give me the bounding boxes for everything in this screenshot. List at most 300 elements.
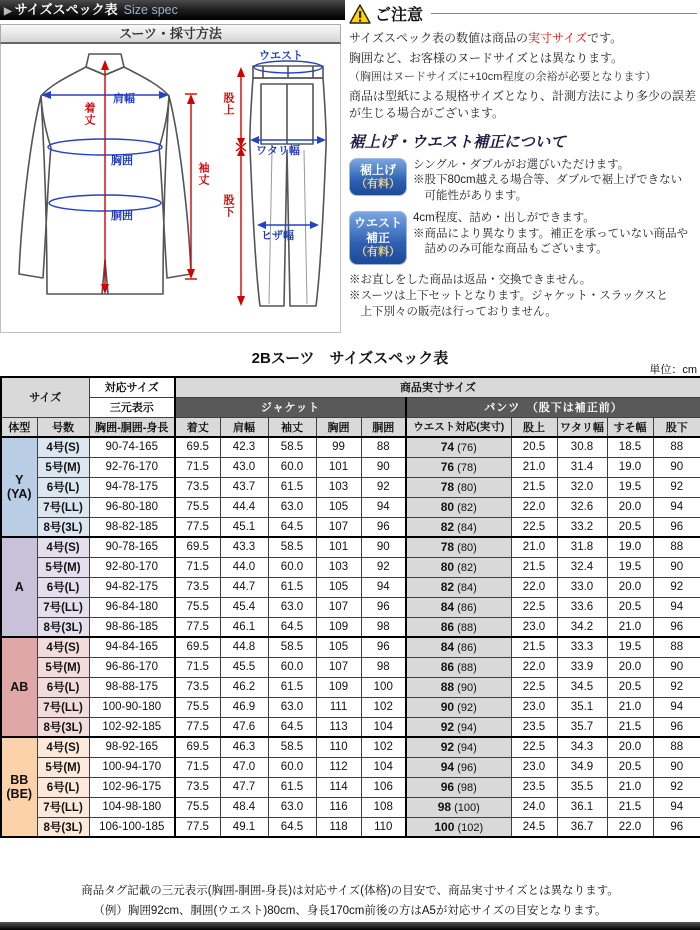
size-number-cell: 8号(3L): [37, 717, 89, 737]
jacket-value-cell: 46.9: [220, 697, 268, 717]
jacket-value-cell: 77.5: [175, 517, 220, 537]
notice-line1: [349, 30, 697, 47]
header-row-3: [1, 417, 700, 437]
jacket-value-cell: 105: [316, 577, 361, 597]
jacket-value-cell: 99: [316, 437, 361, 457]
waist-actual-cell: 92 (94): [406, 737, 511, 757]
header-taiou-size: 対応サイズ: [89, 377, 175, 397]
col-shoulder: 肩幅: [220, 417, 268, 437]
jacket-value-cell: 61.5: [268, 477, 316, 497]
jacket-value-cell: 61.5: [268, 677, 316, 697]
jacket-value-cell: 92: [361, 477, 406, 497]
body-type-cell: AB: [1, 637, 37, 737]
alteration-note-2: ※スーツは上下セットとなります。ジャケット・スラックスと: [349, 289, 668, 302]
notice-line1-pre: サイズスペック表の数値は商品の: [349, 31, 529, 45]
jacket-value-cell: 73.5: [175, 477, 220, 497]
sangen-cell: 92-80-170: [89, 557, 175, 577]
pants-value-cell: 34.2: [557, 617, 607, 637]
pants-value-cell: 35.5: [557, 777, 607, 797]
jacket-value-cell: 69.5: [175, 537, 220, 557]
jacket-value-cell: 47.6: [220, 717, 268, 737]
size-number-cell: 4号(S): [37, 537, 89, 557]
jacket-value-cell: 98: [361, 617, 406, 637]
col-thigh: ワタリ幅: [557, 417, 607, 437]
jacket-value-cell: 44.4: [220, 497, 268, 517]
waist-actual-cell: 94 (96): [406, 757, 511, 777]
sangen-cell: 102-92-185: [89, 717, 175, 737]
jacket-value-cell: 69.5: [175, 437, 220, 457]
hem-text-2: ※股下80cm越える場合等、ダブルで裾上げできない: [413, 174, 683, 187]
page-title: サイズスペック表: [14, 2, 118, 17]
table-row: [1, 557, 700, 577]
pants-value-cell: 33.6: [557, 597, 607, 617]
waist-badge: [349, 211, 407, 265]
jacket-value-cell: 113: [316, 717, 361, 737]
waist-actual-cell: 80 (82): [406, 497, 511, 517]
jacket-value-cell: 116: [316, 797, 361, 817]
jacket-value-cell: 43.7: [220, 477, 268, 497]
pants-value-cell: 34.3: [557, 737, 607, 757]
pants-value-cell: 21.0: [607, 697, 653, 717]
warning-icon: [349, 4, 371, 24]
jacket-value-cell: 63.0: [268, 497, 316, 517]
size-number-cell: 5号(M): [37, 457, 89, 477]
jacket-value-cell: 46.3: [220, 737, 268, 757]
table-row: [1, 657, 700, 677]
pants-value-cell: 90: [653, 557, 700, 577]
pants-value-cell: 88: [653, 537, 700, 557]
thigh-width-label: ワタリ幅: [256, 145, 300, 157]
body-type-cell: A: [1, 537, 37, 637]
pants-value-cell: 22.5: [511, 597, 557, 617]
jacket-value-cell: 77.5: [175, 817, 220, 837]
notice-title: ご注意: [375, 7, 424, 24]
pants-value-cell: 90: [653, 757, 700, 777]
pants-value-cell: 22.5: [511, 737, 557, 757]
size-number-cell: 8号(3L): [37, 817, 89, 837]
size-number-cell: 6号(L): [37, 577, 89, 597]
size-number-cell: 4号(S): [37, 437, 89, 457]
table-row: [1, 717, 700, 737]
pants-value-cell: 21.0: [511, 457, 557, 477]
waist-actual-cell: 98 (100): [406, 797, 511, 817]
pants-value-cell: 24.0: [511, 797, 557, 817]
pants-value-cell: 96: [653, 517, 700, 537]
table-row: [1, 637, 700, 657]
pants-value-cell: 96: [653, 717, 700, 737]
waist-badge-fee: （有料）: [356, 246, 400, 259]
sangen-cell: 102-96-175: [89, 777, 175, 797]
pants-value-cell: 21.5: [511, 557, 557, 577]
col-sleeve: 袖丈: [268, 417, 316, 437]
pants-value-cell: 21.5: [511, 477, 557, 497]
waist-actual-cell: 86 (88): [406, 617, 511, 637]
jacket-value-cell: 114: [316, 777, 361, 797]
table-row: [1, 757, 700, 777]
waist-text-2: ※商品により異なります。補正を承っていない商品や: [413, 227, 689, 240]
pants-value-cell: 20.0: [607, 737, 653, 757]
jacket-value-cell: 58.5: [268, 737, 316, 757]
jacket-value-cell: 63.0: [268, 597, 316, 617]
jacket-value-cell: 64.5: [268, 817, 316, 837]
triangle-bullet-icon: ▶: [4, 6, 12, 17]
waist-actual-cell: 88 (90): [406, 677, 511, 697]
size-number-cell: 7号(LL): [37, 697, 89, 717]
jacket-value-cell: 64.5: [268, 717, 316, 737]
waist-actual-cell: 78 (80): [406, 477, 511, 497]
pants-value-cell: 88: [653, 437, 700, 457]
pants-value-cell: 22.5: [511, 677, 557, 697]
waist-alteration-text: [413, 211, 688, 265]
jacket-value-cell: 49.1: [220, 817, 268, 837]
pants-value-cell: 22.0: [607, 817, 653, 837]
sangen-cell: 96-86-170: [89, 657, 175, 677]
jacket-value-cell: 96: [361, 517, 406, 537]
jacket-value-cell: 60.0: [268, 657, 316, 677]
jacket-value-cell: 75.5: [175, 697, 220, 717]
col-waist-pants: ウエスト対応(実寸): [406, 417, 511, 437]
waist-actual-cell: 82 (84): [406, 577, 511, 597]
pants-value-cell: 33.0: [557, 577, 607, 597]
pants-value-cell: 34.9: [557, 757, 607, 777]
hem-alteration-item: [349, 158, 697, 205]
pants-value-cell: 20.0: [607, 497, 653, 517]
sangen-cell: 94-82-175: [89, 577, 175, 597]
body-type-cell: Y (YA): [1, 437, 37, 537]
jacket-value-cell: 96: [361, 637, 406, 657]
size-number-cell: 7号(LL): [37, 797, 89, 817]
jacket-value-cell: 111: [316, 697, 361, 717]
jacket-value-cell: 58.5: [268, 537, 316, 557]
pants-value-cell: 30.8: [557, 437, 607, 457]
pants-value-cell: 92: [653, 477, 700, 497]
jacket-value-cell: 102: [361, 737, 406, 757]
waist-actual-cell: 100 (102): [406, 817, 511, 837]
jacket-value-cell: 90: [361, 537, 406, 557]
waist-badge-label-2: 補正: [365, 231, 390, 246]
col-inseam: 股下: [653, 417, 700, 437]
footer-note-1: 商品タグ記載の三元表示(胸囲-胴囲-身長)は対応サイズ(体格)の目安で、商品実寸サイズとは異なります。: [81, 885, 619, 897]
header-size: サイズ: [1, 377, 89, 417]
pants-value-cell: 94: [653, 497, 700, 517]
jacket-value-cell: 64.5: [268, 517, 316, 537]
pants-value-cell: 94: [653, 597, 700, 617]
notice-line1-red: 実寸サイズ: [528, 31, 588, 45]
jacket-value-cell: 45.1: [220, 517, 268, 537]
size-number-cell: 4号(S): [37, 737, 89, 757]
pants-value-cell: 23.0: [511, 697, 557, 717]
jacket-value-cell: 104: [361, 757, 406, 777]
alteration-note-3: 上下別々の販売は行っておりません。: [349, 306, 557, 319]
jacket-value-cell: 43.0: [220, 457, 268, 477]
jacket-value-cell: 118: [316, 817, 361, 837]
table-row: [1, 437, 700, 457]
pants-value-cell: 33.9: [557, 657, 607, 677]
notice-header: [349, 2, 697, 25]
size-spec-table: [0, 376, 700, 838]
waist-actual-cell: 80 (82): [406, 557, 511, 577]
size-number-cell: 5号(M): [37, 757, 89, 777]
table-row: [1, 777, 700, 797]
pants-value-cell: 23.0: [511, 757, 557, 777]
hem-badge-fee: （有料）: [356, 177, 400, 190]
pants-value-cell: 94: [653, 797, 700, 817]
jacket-value-cell: 60.0: [268, 757, 316, 777]
jacket-value-cell: 101: [316, 537, 361, 557]
pants-outline: [250, 66, 326, 306]
jacket-waist-label: 胴囲: [111, 210, 133, 222]
col-jacket-length: 着丈: [175, 417, 220, 437]
pants-value-cell: 18.5: [607, 437, 653, 457]
pants-value-cell: 22.0: [511, 577, 557, 597]
inseam-arrow: [237, 147, 245, 306]
table-row: [1, 817, 700, 837]
pants-value-cell: 33.3: [557, 637, 607, 657]
jacket-value-cell: 103: [316, 557, 361, 577]
waist-actual-cell: 78 (80): [406, 537, 511, 557]
waist-actual-cell: 86 (88): [406, 657, 511, 677]
pants-value-cell: 21.5: [511, 637, 557, 657]
pants-value-cell: 19.0: [607, 537, 653, 557]
pants-value-cell: 19.0: [607, 457, 653, 477]
jacket-value-cell: 75.5: [175, 597, 220, 617]
header-jacket: ジャケット: [175, 397, 406, 417]
sangen-cell: 96-80-180: [89, 497, 175, 517]
pants-value-cell: 19.5: [607, 557, 653, 577]
size-number-cell: 8号(3L): [37, 517, 89, 537]
notice-line4: 商品は型紙による規格サイズとなり、計測方法により多少の誤差が生じる場合がございます。: [349, 88, 697, 120]
jacket-value-cell: 46.1: [220, 617, 268, 637]
jacket-value-cell: 107: [316, 657, 361, 677]
pants-value-cell: 35.7: [557, 717, 607, 737]
pants-value-cell: 21.0: [511, 537, 557, 557]
jacket-value-cell: 105: [316, 497, 361, 517]
sangen-cell: 98-88-175: [89, 677, 175, 697]
hem-alteration-text: [413, 158, 682, 205]
table-row: [1, 597, 700, 617]
waist-badge-label-1: ウエスト: [353, 216, 402, 231]
size-table-body: [1, 437, 700, 837]
jacket-value-cell: 77.5: [175, 617, 220, 637]
pants-value-cell: 33.2: [557, 517, 607, 537]
waist-actual-cell: 74 (76): [406, 437, 511, 457]
sangen-cell: 90-78-165: [89, 537, 175, 557]
waist-actual-cell: 90 (92): [406, 697, 511, 717]
jacket-value-cell: 106: [361, 777, 406, 797]
pants-value-cell: 24.5: [511, 817, 557, 837]
pants-value-cell: 36.1: [557, 797, 607, 817]
size-number-cell: 6号(L): [37, 677, 89, 697]
col-waist-jacket: 胴囲: [361, 417, 406, 437]
shoulder-width-label: 肩幅: [113, 93, 135, 105]
col-size-number: 号数: [37, 417, 89, 437]
table-row: [1, 617, 700, 637]
body-type-cell: BB (BE): [1, 737, 37, 837]
hem-text-1: シングル・ダブルがお選びいただけます。: [413, 158, 630, 171]
jacket-value-cell: 75.5: [175, 497, 220, 517]
table-row: [1, 517, 700, 537]
jacket-value-cell: 73.5: [175, 577, 220, 597]
jacket-value-cell: 110: [361, 817, 406, 837]
alteration-notes: [349, 272, 697, 320]
pants-value-cell: 20.0: [607, 577, 653, 597]
pants-value-cell: 32.6: [557, 497, 607, 517]
col-sangen: 胸囲-胴囲-身長: [89, 417, 175, 437]
sangen-cell: 96-84-180: [89, 597, 175, 617]
unit-label: 単位：cm: [649, 364, 697, 376]
header-actual-size: 商品実寸サイズ: [175, 377, 700, 397]
pants-value-cell: 34.5: [557, 677, 607, 697]
pants-value-cell: 31.8: [557, 537, 607, 557]
jacket-value-cell: 71.5: [175, 457, 220, 477]
size-number-cell: 7号(LL): [37, 597, 89, 617]
jacket-value-cell: 73.5: [175, 677, 220, 697]
jacket-value-cell: 44.7: [220, 577, 268, 597]
pants-value-cell: 22.5: [511, 517, 557, 537]
waist-actual-cell: 84 (86): [406, 637, 511, 657]
jacket-value-cell: 101: [316, 457, 361, 477]
waist-actual-cell: 76 (78): [406, 457, 511, 477]
waist-actual-cell: 92 (94): [406, 717, 511, 737]
size-number-cell: 8号(3L): [37, 617, 89, 637]
jacket-value-cell: 46.2: [220, 677, 268, 697]
jacket-value-cell: 108: [361, 797, 406, 817]
jacket-value-cell: 44.8: [220, 637, 268, 657]
jacket-length-label: 着丈: [83, 102, 95, 126]
suit-diagram-svg: [1, 44, 340, 331]
table-row: [1, 697, 700, 717]
pants-value-cell: 90: [653, 457, 700, 477]
sleeve-length-label: 袖丈: [197, 162, 209, 186]
jacket-value-cell: 102: [361, 697, 406, 717]
pants-value-cell: 21.5: [607, 797, 653, 817]
jacket-value-cell: 61.5: [268, 777, 316, 797]
hem-badge-label: 裾上げ: [359, 162, 396, 177]
jacket-value-cell: 48.4: [220, 797, 268, 817]
jacket-value-cell: 107: [316, 517, 361, 537]
table-row: [1, 497, 700, 517]
table-row: [1, 577, 700, 597]
jacket-value-cell: 112: [316, 757, 361, 777]
sangen-cell: 106-100-185: [89, 817, 175, 837]
jacket-value-cell: 105: [316, 637, 361, 657]
notice-line1-post: です。: [587, 31, 623, 45]
jacket-value-cell: 47.7: [220, 777, 268, 797]
sangen-cell: 104-98-180: [89, 797, 175, 817]
pants-value-cell: 88: [653, 737, 700, 757]
page-title-en: Size spec: [123, 3, 178, 17]
jacket-value-cell: 42.3: [220, 437, 268, 457]
pants-value-cell: 20.5: [511, 437, 557, 457]
jacket-value-cell: 60.0: [268, 457, 316, 477]
pants-value-cell: 20.5: [607, 517, 653, 537]
diagram-title: スーツ・採寸方法: [0, 24, 341, 44]
jacket-value-cell: 64.5: [268, 617, 316, 637]
header-row-1: [1, 377, 700, 397]
pants-value-cell: 20.0: [607, 657, 653, 677]
pants-value-cell: 35.1: [557, 697, 607, 717]
pants-value-cell: 22.0: [511, 657, 557, 677]
jacket-value-cell: 69.5: [175, 637, 220, 657]
pants-value-cell: 94: [653, 697, 700, 717]
pants-value-cell: 20.5: [607, 757, 653, 777]
jacket-value-cell: 71.5: [175, 757, 220, 777]
jacket-value-cell: 71.5: [175, 557, 220, 577]
pants-value-cell: 88: [653, 637, 700, 657]
jacket-value-cell: 60.0: [268, 557, 316, 577]
jacket-value-cell: 92: [361, 557, 406, 577]
measuring-diagram-panel: [0, 24, 341, 333]
size-number-cell: 5号(M): [37, 557, 89, 577]
notice-line3: （胸囲はヌードサイズに+10cm程度の余裕が必要となります）: [349, 70, 657, 83]
pants-value-cell: 23.0: [511, 617, 557, 637]
pants-value-cell: 92: [653, 577, 700, 597]
sleeve-length-arrow: [185, 94, 197, 279]
col-body-type: 体型: [1, 417, 37, 437]
table-row: [1, 677, 700, 697]
waist-text-1: 4cm程度、詰め・出しができます。: [413, 212, 595, 225]
jacket-value-cell: 75.5: [175, 797, 220, 817]
jacket-value-cell: 77.5: [175, 717, 220, 737]
knee-width-label: ヒザ幅: [261, 230, 294, 242]
jacket-value-cell: 90: [361, 457, 406, 477]
table-row: [1, 457, 700, 477]
pants-value-cell: 19.5: [607, 637, 653, 657]
jacket-value-cell: 103: [316, 477, 361, 497]
bottom-section-bar: [0, 922, 700, 930]
col-rise: 股上: [511, 417, 557, 437]
sangen-cell: 94-84-165: [89, 637, 175, 657]
alteration-title: 裾上げ・ウエスト補正について: [349, 133, 566, 151]
waist-actual-cell: 96 (98): [406, 777, 511, 797]
pants-value-cell: 92: [653, 777, 700, 797]
sangen-cell: 100-90-180: [89, 697, 175, 717]
jacket-value-cell: 96: [361, 597, 406, 617]
sangen-cell: 98-92-165: [89, 737, 175, 757]
pants-value-cell: 21.5: [607, 717, 653, 737]
waist-actual-cell: 84 (86): [406, 597, 511, 617]
jacket-value-cell: 110: [316, 737, 361, 757]
table-row: [1, 537, 700, 557]
jacket-value-cell: 63.0: [268, 797, 316, 817]
jacket-value-cell: 58.5: [268, 637, 316, 657]
waist-text-3: 詰めのみ可能な商品もございます。: [413, 243, 608, 256]
jacket-value-cell: 45.5: [220, 657, 268, 677]
size-number-cell: 6号(L): [37, 477, 89, 497]
pants-value-cell: 96: [653, 817, 700, 837]
pants-value-cell: 36.7: [557, 817, 607, 837]
waist-alteration-item: [349, 211, 697, 265]
footer-note-2: （例）胸囲92cm、胴囲(ウエスト)80cm、身長170cm前後の方はA5が対応サイズの目安となります。: [93, 905, 607, 918]
pants-value-cell: 23.5: [511, 777, 557, 797]
table-row: [1, 737, 700, 757]
pants-value-cell: 92: [653, 677, 700, 697]
jacket-value-cell: 98: [361, 657, 406, 677]
jacket-value-cell: 94: [361, 577, 406, 597]
divider: [431, 13, 697, 14]
pants-value-cell: 90: [653, 657, 700, 677]
notice-line2: 胸囲など、お客様のヌードサイズとは異なります。: [349, 50, 624, 65]
header-row-2: [1, 397, 700, 417]
jacket-value-cell: 88: [361, 437, 406, 457]
jacket-value-cell: 69.5: [175, 737, 220, 757]
sangen-cell: 98-86-185: [89, 617, 175, 637]
rise-arrow: [236, 67, 246, 151]
hem-badge: [349, 158, 407, 197]
pants-value-cell: 31.4: [557, 457, 607, 477]
pants-value-cell: 23.5: [511, 717, 557, 737]
jacket-value-cell: 71.5: [175, 657, 220, 677]
